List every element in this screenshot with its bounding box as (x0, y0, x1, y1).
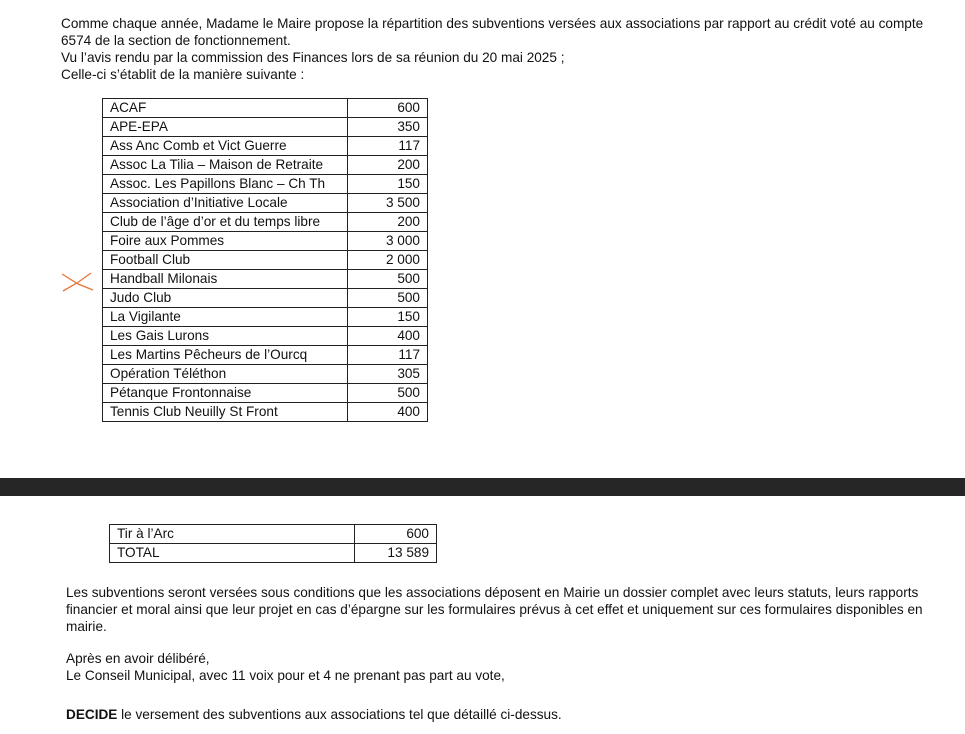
association-name: Club de l’âge d’or et du temps libre (103, 213, 348, 232)
table-row (103, 365, 428, 384)
subsidy-amount: 117 (348, 346, 428, 365)
subsidy-amount: 600 (348, 99, 428, 118)
table-row (103, 99, 428, 118)
table-row (103, 194, 428, 213)
association-name: Ass Anc Comb et Vict Guerre (103, 137, 348, 156)
subsidy-table-continued (109, 524, 437, 563)
association-name: Les Martins Pêcheurs de l’Ourcq (103, 346, 348, 365)
table-row (103, 118, 428, 137)
subsidy-amount: 400 (348, 403, 428, 422)
subsidy-amount: 500 (348, 289, 428, 308)
subsidy-amount: 200 (348, 156, 428, 175)
intro-paragraph (61, 15, 941, 83)
association-name: Judo Club (103, 289, 348, 308)
intro-line-3: Celle-ci s’établit de la manière suivante : (61, 67, 305, 82)
association-name: TOTAL (110, 544, 355, 563)
table-row (103, 327, 428, 346)
subsidy-amount: 150 (348, 175, 428, 194)
association-name: Handball Milonais (103, 270, 348, 289)
subsidy-amount: 2 000 (348, 251, 428, 270)
association-name: Foire aux Pommes (103, 232, 348, 251)
subsidy-amount: 350 (348, 118, 428, 137)
association-name: Football Club (103, 251, 348, 270)
subsidy-amount: 150 (348, 308, 428, 327)
subsidy-amount: 3 500 (348, 194, 428, 213)
association-name: Opération Téléthon (103, 365, 348, 384)
table-row (110, 544, 437, 563)
decision-keyword: DECIDE (66, 707, 118, 722)
handwritten-cross-mark-icon (60, 270, 94, 294)
association-name: Tir à l’Arc (110, 525, 355, 544)
subsidy-amount: 3 000 (348, 232, 428, 251)
subsidy-amount: 600 (355, 525, 437, 544)
table-row (103, 175, 428, 194)
subsidy-amount: 117 (348, 137, 428, 156)
intro-line-2: Vu l’avis rendu par la commission des Finances lors de sa réunion du 20 mai 2025 ; (61, 50, 565, 65)
table-row (103, 270, 428, 289)
table-row (103, 403, 428, 422)
subsidy-amount: 200 (348, 213, 428, 232)
subsidy-amount: 500 (348, 270, 428, 289)
table-row (103, 156, 428, 175)
intro-line-1: Comme chaque année, Madame le Maire propose la répartition des subventions versées aux associations par rapport au crédit voté au compte 6574 de la section de fonctionnement. (61, 16, 924, 48)
table-row (103, 213, 428, 232)
subsidy-amount: 500 (348, 384, 428, 403)
table-row (110, 525, 437, 544)
decision-text: le versement des subventions aux associations tel que détaillé ci-dessus. (117, 707, 562, 722)
deliberation-line-1: Après en avoir délibéré, (66, 651, 210, 666)
table-row (103, 346, 428, 365)
table-row (103, 251, 428, 270)
deliberation-line-2: Le Conseil Municipal, avec 11 voix pour et 4 ne prenant pas part au vote, (66, 668, 505, 683)
conditions-paragraph: Les subventions seront versées sous conditions que les associations déposent en Mairie un dossier complet avec leurs statuts, leurs rapports financier et moral ainsi que leur projet en cas d’épargne sur les formulaires prévus à cet effet et uniquement sur ces formulaires disponibles en mairie. (66, 585, 923, 634)
association-name: Pétanque Frontonnaise (103, 384, 348, 403)
association-name: La Vigilante (103, 308, 348, 327)
association-name: Tennis Club Neuilly St Front (103, 403, 348, 422)
page-separator-band (0, 478, 965, 496)
association-name: Association d’Initiative Locale (103, 194, 348, 213)
association-name: ACAF (103, 99, 348, 118)
table-row (103, 289, 428, 308)
association-name: APE-EPA (103, 118, 348, 137)
table-row (103, 232, 428, 251)
association-name: Assoc. Les Papillons Blanc – Ch Th (103, 175, 348, 194)
table-row (103, 384, 428, 403)
subsidy-amount: 13 589 (355, 544, 437, 563)
deliberation-paragraph (66, 650, 946, 684)
association-name: Assoc La Tilia – Maison de Retraite (103, 156, 348, 175)
subsidy-table (102, 98, 428, 422)
table-row (103, 137, 428, 156)
subsidy-amount: 400 (348, 327, 428, 346)
subsidy-amount: 305 (348, 365, 428, 384)
decision-paragraph (66, 706, 946, 723)
association-name: Les Gais Lurons (103, 327, 348, 346)
table-row (103, 308, 428, 327)
